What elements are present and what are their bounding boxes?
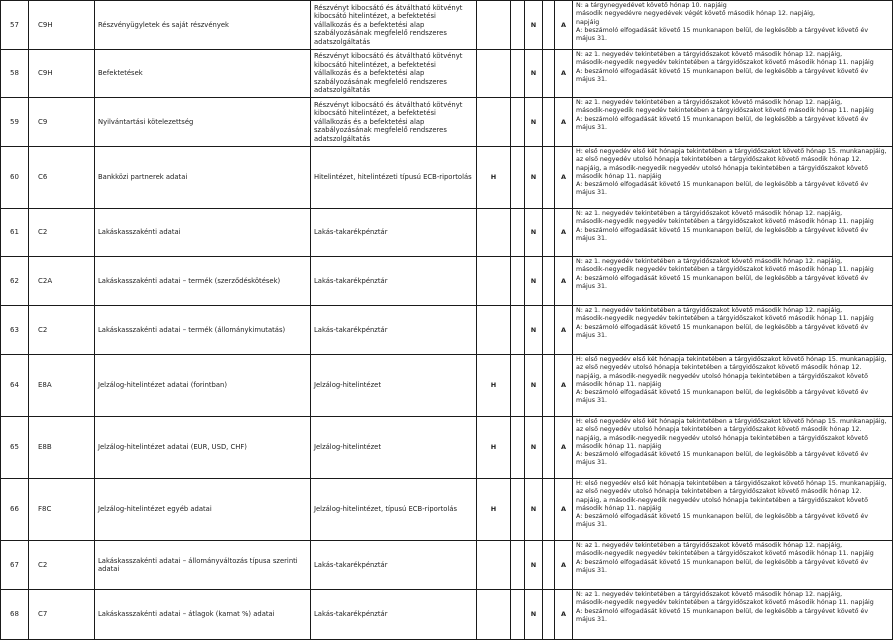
deadline-line: A: beszámoló elfogadását követő 15 munkanapon belül, de legkésőbb a tárgyévet követő év	[576, 389, 869, 397]
description-cell: Nyilvántartási kötelezettség	[95, 98, 311, 147]
deadline-line: N: az 1. negyedév tekintetében a tárgyidőszakot követő második hónap 12. napjáig,	[576, 542, 843, 549]
deadline-line: második-negyedik negyedév tekintetében a tárgyidőszakot követő második hónap 11. napjáig	[576, 599, 874, 607]
quarterly-flag-cell: N	[525, 590, 543, 640]
deadline-line: N: az 1. negyedév tekintetében a tárgyidőszakot követő második hónap 12. napjáig,	[576, 258, 843, 265]
report-code-cell: C9H	[29, 50, 95, 98]
monthly-flag-cell	[477, 306, 511, 355]
row-number-cell: 67	[1, 541, 29, 590]
deadline-cell	[573, 306, 893, 355]
description-cell: Lakáskasszakénti adatai – termék (szerződéskötések)	[95, 257, 311, 306]
annual-flag-cell: A	[555, 257, 573, 306]
empty-cell	[543, 1, 555, 50]
table-row	[1, 209, 893, 257]
deadline-line: A: beszámoló elfogadását követő 15 munkanapon belül, de legkésőbb a tárgyévet követő év	[576, 558, 869, 566]
row-number-cell: 57	[1, 1, 29, 50]
empty-cell	[543, 98, 555, 147]
empty-cell	[543, 590, 555, 640]
annual-flag-cell: A	[555, 355, 573, 417]
empty-cell	[543, 355, 555, 417]
reporting-entity-cell: Lakás-takarékpénztár	[311, 590, 477, 640]
report-code-cell: C6	[29, 147, 95, 209]
report-code-cell: C2A	[29, 257, 95, 306]
report-code-cell: C2	[29, 306, 95, 355]
annual-flag-cell: A	[555, 306, 573, 355]
deadline-line: N: az 1. negyedév tekintetében a tárgyidőszakot követő második hónap 12. napjáig,	[576, 99, 843, 106]
table-row	[1, 590, 893, 640]
row-number-cell: 68	[1, 590, 29, 640]
deadline-cell	[573, 541, 893, 590]
deadline-line: május 31.	[576, 521, 608, 529]
deadline-cell	[573, 98, 893, 147]
deadline-line: az első negyedév utolsó hónapja tekintetében a tárgyidőszakot követő második hónap 12.	[576, 364, 862, 372]
deadline-line: A: beszámoló elfogadását követő 15 munkanapon belül, de legkésőbb a tárgyévet követő év	[576, 513, 869, 521]
deadline-line: H: első negyedév első két hónapja tekintetében a tárgyidőszakot követő hónap 15. munkanapjáig,	[576, 148, 887, 155]
annual-flag-cell: A	[555, 98, 573, 147]
deadline-line: A: beszámoló elfogadását követő 15 munkanapon belül, de legkésőbb a tárgyévet követő év	[576, 67, 869, 75]
table-row	[1, 417, 893, 479]
annual-flag-cell: A	[555, 209, 573, 257]
deadline-cell	[573, 417, 893, 479]
row-number-cell: 64	[1, 355, 29, 417]
quarterly-flag-cell: N	[525, 98, 543, 147]
description-cell: Jelzálog-hitelintézet adatai (EUR, USD, CHF)	[95, 417, 311, 479]
deadline-line: május 31.	[576, 189, 608, 197]
description-cell: Befektetések	[95, 50, 311, 98]
reporting-entity-cell: Jelzálog-hitelintézet	[311, 355, 477, 417]
empty-cell	[511, 479, 525, 541]
empty-cell	[543, 147, 555, 209]
deadline-line: az első negyedév utolsó hónapja tekintetében a tárgyidőszakot követő második hónap 12.	[576, 488, 862, 496]
report-code-cell: C2	[29, 541, 95, 590]
table-row	[1, 1, 893, 50]
row-number-cell: 62	[1, 257, 29, 306]
empty-cell	[511, 50, 525, 98]
monthly-flag-cell: H	[477, 355, 511, 417]
annual-flag-cell: A	[555, 479, 573, 541]
deadline-line: A: beszámoló elfogadását követő 15 munkanapon belül, de legkésőbb a tárgyévet követő év	[576, 26, 869, 34]
description-cell: Lakáskasszakénti adatai – állományváltozás típusa szerinti adatai	[95, 541, 311, 590]
reporting-entity-cell: Részvényt kibocsátó és átváltható kötvényt kibocsátó hitelintézet, a befektetési vállalkozás és a befektetési alap szabályozásának megfelelő rendszeres adatszolgáltatás	[311, 1, 477, 50]
empty-cell	[543, 306, 555, 355]
deadline-line: A: beszámoló elfogadását követő 15 munkanapon belül, de legkésőbb a tárgyévet követő év	[576, 607, 869, 615]
deadline-line: H: első negyedév első két hónapja tekintetében a tárgyidőszakot követő hónap 15. munkanapjáig,	[576, 418, 887, 425]
deadline-line: N: az 1. negyedév tekintetében a tárgyidőszakot követő második hónap 12. napjáig,	[576, 210, 843, 217]
deadline-cell	[573, 209, 893, 257]
deadline-cell	[573, 479, 893, 541]
table-row	[1, 306, 893, 355]
table-row	[1, 147, 893, 209]
reporting-entity-cell: Lakás-takarékpénztár	[311, 209, 477, 257]
deadline-line: május 31.	[576, 282, 608, 290]
monthly-flag-cell	[477, 590, 511, 640]
empty-cell	[543, 257, 555, 306]
deadline-line: május 31.	[576, 459, 608, 467]
deadline-line: második negyedévre negyedévek végét követő második hónap 12. napjáig,	[576, 10, 816, 18]
deadline-cell	[573, 257, 893, 306]
reporting-entity-cell: Részvényt kibocsátó és átváltható kötvényt kibocsátó hitelintézet, a befektetési vállalkozás és a befektetési alap szabályozásának megfelelő rendszeres adatszolgáltatás	[311, 98, 477, 147]
report-code-cell: E8A	[29, 355, 95, 417]
annual-flag-cell: A	[555, 147, 573, 209]
row-number-cell: 61	[1, 209, 29, 257]
deadline-line: A: beszámoló elfogadását követő 15 munkanapon belül, de legkésőbb a tárgyévet követő év	[576, 451, 869, 459]
quarterly-flag-cell: N	[525, 147, 543, 209]
empty-cell	[543, 50, 555, 98]
deadline-line: napjáig, a második-negyedik negyedév utolsó hónapja tekintetében a tárgyidőszakot követő	[576, 164, 868, 172]
description-cell: Lakáskasszakénti adatai – átlagok (kamat %) adatai	[95, 590, 311, 640]
table-row	[1, 355, 893, 417]
deadline-line: napjáig, a második-negyedik negyedév utolsó hónapja tekintetében a tárgyidőszakot követő	[576, 372, 868, 380]
quarterly-flag-cell: N	[525, 479, 543, 541]
deadline-cell	[573, 147, 893, 209]
description-cell: Jelzálog-hitelintézet egyéb adatai	[95, 479, 311, 541]
description-cell: Lakáskasszakénti adatai – termék (állománykimutatás)	[95, 306, 311, 355]
quarterly-flag-cell: N	[525, 1, 543, 50]
row-number-cell: 63	[1, 306, 29, 355]
deadline-line: N: a tárgynegyedévet követő hónap 10. napjáig	[576, 2, 727, 9]
deadline-line: május 31.	[576, 331, 608, 339]
quarterly-flag-cell: N	[525, 257, 543, 306]
deadline-line: második-negyedik negyedév tekintetében a tárgyidőszakot követő második hónap 11. napjáig	[576, 266, 874, 274]
deadline-line: napjáig	[576, 18, 600, 26]
deadline-line: második-negyedik negyedév tekintetében a tárgyidőszakot követő második hónap 11. napjáig	[576, 218, 874, 226]
report-code-cell: E8B	[29, 417, 95, 479]
empty-cell	[511, 355, 525, 417]
reporting-entity-cell: Részvényt kibocsátó és átváltható kötvényt kibocsátó hitelintézet, a befektetési vállalkozás és a befektetési alap szabályozásának megfelelő rendszeres adatszolgáltatás	[311, 50, 477, 98]
deadline-line: május 31.	[576, 615, 608, 623]
monthly-flag-cell	[477, 209, 511, 257]
deadline-line: május 31.	[576, 75, 608, 83]
deadline-line: második hónap 11. napjáig	[576, 504, 662, 512]
deadline-line: május 31.	[576, 35, 608, 43]
quarterly-flag-cell: N	[525, 355, 543, 417]
quarterly-flag-cell: N	[525, 306, 543, 355]
description-cell: Jelzálog-hitelintézet adatai (forintban)	[95, 355, 311, 417]
quarterly-flag-cell: N	[525, 417, 543, 479]
deadline-line: H: első negyedév első két hónapja tekintetében a tárgyidőszakot követő hónap 15. munkanapjáig,	[576, 356, 887, 363]
empty-cell	[511, 98, 525, 147]
quarterly-flag-cell: N	[525, 50, 543, 98]
reporting-entity-cell: Lakás-takarékpénztár	[311, 306, 477, 355]
table-row	[1, 257, 893, 306]
deadline-line: második-negyedik negyedév tekintetében a tárgyidőszakot követő második hónap 11. napjáig	[576, 59, 874, 67]
deadline-line: napjáig, a második-negyedik negyedév utolsó hónapja tekintetében a tárgyidőszakot követő	[576, 434, 868, 442]
monthly-flag-cell	[477, 1, 511, 50]
deadline-line: második hónap 11. napjáig	[576, 380, 662, 388]
empty-cell	[511, 147, 525, 209]
table-row	[1, 541, 893, 590]
monthly-flag-cell	[477, 541, 511, 590]
annual-flag-cell: A	[555, 541, 573, 590]
deadline-line: második-negyedik negyedév tekintetében a tárgyidőszakot követő második hónap 11. napjáig	[576, 107, 874, 115]
row-number-cell: 58	[1, 50, 29, 98]
row-number-cell: 65	[1, 417, 29, 479]
reporting-entity-cell: Lakás-takarékpénztár	[311, 257, 477, 306]
deadline-line: A: beszámoló elfogadását követő 15 munkanapon belül, de legkésőbb a tárgyévet követő év	[576, 226, 869, 234]
deadline-line: N: az 1. negyedév tekintetében a tárgyidőszakot követő második hónap 12. napjáig,	[576, 51, 843, 58]
deadline-line: A: beszámoló elfogadását követő 15 munkanapon belül, de legkésőbb a tárgyévet követő év	[576, 323, 869, 331]
report-code-cell: C9	[29, 98, 95, 147]
quarterly-flag-cell: N	[525, 541, 543, 590]
empty-cell	[511, 417, 525, 479]
reporting-entity-cell: Jelzálog-hitelintézet	[311, 417, 477, 479]
description-cell: Lakáskasszakénti adatai	[95, 209, 311, 257]
reporting-entity-cell: Hitelintézet, hitelintézeti típusú ECB-riportolás	[311, 147, 477, 209]
deadline-line: A: beszámoló elfogadását követő 15 munkanapon belül, de legkésőbb a tárgyévet követő év	[576, 181, 869, 189]
deadline-line: A: beszámoló elfogadását követő 15 munkanapon belül, de legkésőbb a tárgyévet követő év	[576, 115, 869, 123]
report-code-cell: C2	[29, 209, 95, 257]
deadline-line: az első negyedév utolsó hónapja tekintetében a tárgyidőszakot követő második hónap 12.	[576, 156, 862, 164]
deadline-cell	[573, 50, 893, 98]
deadline-line: május 31.	[576, 234, 608, 242]
empty-cell	[511, 306, 525, 355]
annual-flag-cell: A	[555, 1, 573, 50]
description-cell: Bankközi partnerek adatai	[95, 147, 311, 209]
deadline-line: második-negyedik negyedév tekintetében a tárgyidőszakot követő második hónap 11. napjáig	[576, 315, 874, 323]
empty-cell	[543, 209, 555, 257]
table-body	[1, 1, 893, 640]
deadline-line: H: első negyedév első két hónapja tekintetében a tárgyidőszakot követő hónap 15. munkanapjáig,	[576, 480, 887, 487]
reporting-entity-cell: Jelzálog-hitelintézet, típusú ECB-riportolás	[311, 479, 477, 541]
report-code-cell: F8C	[29, 479, 95, 541]
empty-cell	[543, 541, 555, 590]
empty-cell	[511, 257, 525, 306]
row-number-cell: 60	[1, 147, 29, 209]
annual-flag-cell: A	[555, 417, 573, 479]
row-number-cell: 59	[1, 98, 29, 147]
deadline-line: N: az 1. negyedév tekintetében a tárgyidőszakot követő második hónap 12. napjáig,	[576, 591, 843, 598]
monthly-flag-cell: H	[477, 417, 511, 479]
empty-cell	[543, 417, 555, 479]
deadline-line: május 31.	[576, 397, 608, 405]
deadline-line: napjáig, a második-negyedik negyedév utolsó hónapja tekintetében a tárgyidőszakot követő	[576, 496, 868, 504]
annual-flag-cell: A	[555, 590, 573, 640]
table-row	[1, 50, 893, 98]
monthly-flag-cell	[477, 98, 511, 147]
deadline-line: az első negyedév utolsó hónapja tekintetében a tárgyidőszakot követő második hónap 12.	[576, 426, 862, 434]
deadline-cell	[573, 590, 893, 640]
monthly-flag-cell	[477, 257, 511, 306]
deadline-line: második hónap 11. napjáig	[576, 442, 662, 450]
deadline-cell	[573, 355, 893, 417]
monthly-flag-cell	[477, 50, 511, 98]
deadline-line: május 31.	[576, 123, 608, 131]
empty-cell	[511, 1, 525, 50]
empty-cell	[543, 479, 555, 541]
reporting-entity-cell: Lakás-takarékpénztár	[311, 541, 477, 590]
empty-cell	[511, 590, 525, 640]
deadline-line: május 31.	[576, 566, 608, 574]
empty-cell	[511, 541, 525, 590]
deadline-cell	[573, 1, 893, 50]
report-code-cell: C9H	[29, 1, 95, 50]
deadline-line: második hónap 11. napjáig	[576, 172, 662, 180]
deadline-line: A: beszámoló elfogadását követő 15 munkanapon belül, de legkésőbb a tárgyévet követő év	[576, 274, 869, 282]
monthly-flag-cell: H	[477, 147, 511, 209]
monthly-flag-cell: H	[477, 479, 511, 541]
quarterly-flag-cell: N	[525, 209, 543, 257]
description-cell: Részvényügyletek és saját részvények	[95, 1, 311, 50]
deadline-line: második-negyedik negyedév tekintetében a tárgyidőszakot követő második hónap 11. napjáig	[576, 550, 874, 558]
table-row	[1, 479, 893, 541]
deadline-line: N: az 1. negyedév tekintetében a tárgyidőszakot követő második hónap 12. napjáig,	[576, 307, 843, 314]
empty-cell	[511, 209, 525, 257]
row-number-cell: 66	[1, 479, 29, 541]
annual-flag-cell: A	[555, 50, 573, 98]
table-row	[1, 98, 893, 147]
report-code-cell: C7	[29, 590, 95, 640]
